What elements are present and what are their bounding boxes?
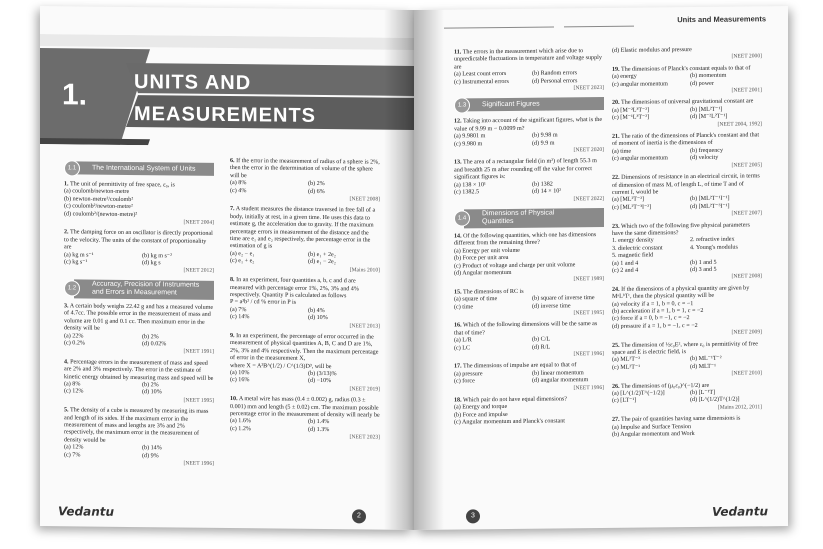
section-number: 1.1 [64,160,80,176]
question-21: 21. The ratio of the dimensions of Planck's constant and that of moment of inertia is the dimensions of (a) time (b) frequency (c) angular momentum (d) velocity [NEET 2005] [612,132,762,169]
section-heading [64,160,214,178]
section-title: The International System of Units [74,161,214,175]
question-27: 27. The pair of quantities having same dimensions is (a) Impulse and Surface Tension (b) Angular momentum and Work [612,415,741,438]
section-title: Accuracy, Precision of Instruments and Errors in Measurement [74,279,214,299]
header-rule [564,26,634,28]
right-page [414,6,788,530]
chapter-number: 1. [62,78,88,112]
question-26: 26. The dimensions of (μ₀ε₀)^(−1/2) are (a) [L^(1/2)T^(−1/2)] (b) [L⁻¹T] (c) [LT⁻¹] (d) [L^(1/2)T^(1/2)] [Mains 2012, 2011] [612,382,762,411]
vedantu-logo: Vedantu [711,504,768,519]
question-19: 19. The dimensions of Planck's constant equals to that of (a) energy (b) momentum (c) angular momentum (d) power [NEET 2001] [612,65,762,94]
right-column-2 [612,46,762,443]
question-1: 1. The unit of permittivity of free space, ε₀, is (a) coulomb/newton-metre (b) newton-metre²/coulomb² (c) coulomb²/newton-metre² (d) coulomb²/(newton-metre)² [NEET 2004] [64,181,214,226]
question-5: 5. The density of a cube is measured by measuring its mass and length of its sides. If the maximum error in the measurement of mass and lengths are 3% and 2% respectively, the maximum error in the measurement of density would be (a) 12% (b) 14% (c) 7% (d) 9% [NEET 1996] [64,407,214,467]
gutter-shadow [414,10,444,530]
question-18: 18. Which pair do not have equal dimensions? (a) Energy and torque (b) Force and impulse (c) Angular momentum and Planck's constant [454,396,567,426]
question-4: 4. Percentage errors in the measurement of mass and speed are 2% and 3% respectively. The error in the estimate of kinetic energy obtained by measuring mass and speed will be (a) 8% (b) 2% (c) 12% (d) 10% [NEET 1995] [64,359,214,404]
open-book [40,8,788,538]
question-22: 22. Dimensions of resistance in an electrical circuit, in terms of dimension of mass M, of length L, of time T and of current I, would be (a) [ML²T⁻²] (b) [ML²T⁻¹I⁻¹] (c) [ML²T⁻³I⁻²] (d) [ML²T⁻³I⁻¹] [NEET 2007] [612,173,762,217]
question-18-continued: (d) Elastic modulus and pressure [NEET 2000] [612,47,762,61]
question-17: 17. The dimensions of impulse are equal to that of (a) pressure (b) linear momentum (c) force (d) angular momentum [NEET 1996] [454,362,604,391]
question-15: 15. The dimensions of RC is (a) square of time (b) square of inverse time (c) time (d) inverse time [NEET 1995] [454,288,604,317]
section-title: Dimensions of Physical Quantities [464,208,604,228]
section-number: 1.3 [454,98,470,114]
question-24: 24. If the dimensions of a physical quantity are given by MᵃLᵇTᶜ, then the physical quantity will be (a) velocity if a = 1, b = 0, c = −1 (b) acceleration if a = 1, b = 1, c = −2 (c) force if a = 0, b = −1, c = −2 (d) pressure if a = 1, b = −1, c = −2 [NEET 2009] [612,285,762,336]
section-title: Significant Figures [464,97,604,111]
formula: P = a³b² / cd % error in P is [230,299,297,307]
question-23: 23. Which two of the following five physical parameters have the same dimensions? 1. energy density 2. refractive index 3. dielectric constant 4. Young's modulus 5. magnetic field (a) 1 and 4 (b) 1 and 5 (c) 2 and 4 (d) 3 and 5 [NEET 2008] [612,221,762,281]
section-heading [454,207,604,229]
question-12: 12. Taking into account of the significant figures, what is the value of 9.99 m − 0.0099 m? (a) 9.9801 m (b) 9.98 m (c) 9.980 m (d) 9.9 m [NEET 2020] [454,117,604,154]
question-7: 7. A student measures the distance traversed in free fall of a body, initially at rest, in a given time. He uses this data to estimate g, the acceleration due to gravity. If the maximum percentage errors in measurement of the distance and the time are e₁ and e₂ respectively, the percentage error in the estimation of g is (a) e₂ − e₁ (b) e₁ + 2e₂ (c) e₁ + e₂ (d) e₁ − 2e₂ [Mains 2010] [230,206,380,274]
question-3: 3. A certain body weighs 22.42 g and has a measured volume of 4.7cc. The possible error in the measurement of mass and volume are 0.01 g and 0.1 cc. Then maximum error in the density will be (a) 22% (b) 2% (c) 0.2% (d) 0.02% [NEET 1991] [64,303,214,356]
left-page [40,6,414,530]
question-10: 10. A metal wire has mass (0.4 ± 0.002) g, radius (0.3 ± 0.001) mm and length (5 ± 0.02) cm. The maximum possible percentage error in the measurement of density will nearly be (a) 1.6% (b) 1.4% (c) 1.2% (d) 1.3% [NEET 2023] [230,396,380,441]
chapter-title-line2: MEASUREMENTS [134,103,317,127]
formula: where X = A²B^(1/2) / C^(1/3)D³, will be [230,362,332,370]
running-title: Units and Measurements [677,14,766,25]
left-footer [40,498,414,530]
header-rule [444,26,554,28]
question-6: 6. If the error in the measurement of radius of a sphere is 2%, then the error in the determination of volume of the sphere will be (a) 8% (b) 2% (c) 4% (d) 6% [NEET 2008] [230,158,380,203]
page-number: 2 [352,509,366,523]
gutter-shadow [384,10,414,530]
question-13: 13. The area of a rectangular field (in m²) of length 55.3 m and breadth 25 m after rounding off the value for correct significant figures is: (a) 138 × 10¹ (b) 1382 (c) 1382.5 (d) 14 × 10² [NEET 2022] [454,158,604,202]
question-8: 8. In an experiment, four quantities a, b, c and d are measured with percentage error 1%, 2%, 3% and 4% respectively. Quantity P is calculated as follows P = a³b² / cd % error in P is (a) 7% (b) 4% (c) 14% (d) 10% [NEET 2013] [230,277,380,330]
chapter-title-line1: UNITS AND [134,71,252,95]
question-25: 25. The dimension of ½ε₀E², where ε₀ is permittivity of free space and E is electric field, is (a) ML²T⁻² (b) ML⁻¹T⁻² (c) ML²T⁻¹ (d) MLT⁻¹ [NEET 2010] [612,340,762,377]
question-2: 2. The damping force on an oscillator is directly proportional to the velocity. The units of the constant of proportionality are (a) kg m s⁻¹ (b) kg m s⁻² (c) kg s⁻¹ (d) kg s [NEET 2012] [64,229,214,275]
section-heading [454,96,604,114]
left-column-2 [230,158,380,446]
right-footer [414,498,788,530]
vedantu-logo: Vedantu [58,504,115,519]
page-number: 3 [466,509,480,523]
section-number: 1.4 [454,210,470,226]
question-14: 14. Of the following quantities, which one has dimensions different from the remaining three? (a) Energy per unit volume (b) Force per unit area (c) Product of voltage and charge per unit volume (d) Angular momentum [NEET 1989] [454,231,604,283]
question-20: 20. The dimensions of universal gravitational constant are (a) [M⁻²L³T⁻²] (b) [ML²T⁻¹] (c) [M⁻¹L³T⁻²] (d) [M⁻²L²T⁻¹] [NEET 2004, 1992] [612,98,762,128]
question-16: 16. Which of the following dimensions will be the same as that of time? (a) L/R (b) C/L (c) LC (d) R/L [NEET 1996] [454,321,604,358]
right-column-1 [454,48,604,431]
section-heading [64,278,214,300]
question-9: 9. In an experiment, the percentage of error occurred in the measurement of physical quantities A, B, C and D are 1%, 2%, 3% and 4% respectively. Then the maximum percentage of error in the measurement X, where X = A²B^(1/2) / C^(1/3)D³, will be (a) 10% (b) (3/13)% (c) 16% (d) −10% [NEET 2019] [230,332,380,393]
section-number: 1.2 [64,280,80,296]
question-11: 11. The errors in the measurement which arise due to unpredictable fluctuations in temperature and voltage supply are (a) Least count errors (b) Random errors (c) Instrumental errors (d) Personal errors [NEET 2023] [454,48,604,92]
left-column-1 [64,156,214,472]
